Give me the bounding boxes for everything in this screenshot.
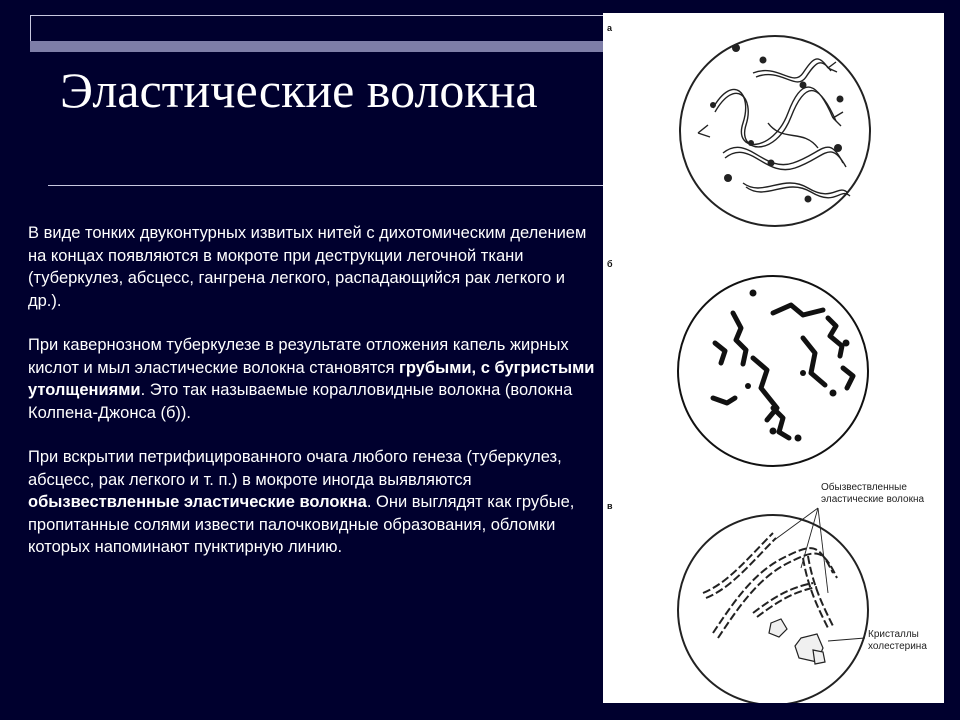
title-underline [48,185,610,186]
title-decoration-box [30,15,612,43]
paragraph-2 [28,334,598,424]
panel-c-label: в [607,501,613,511]
panel-a-field [680,36,870,226]
calcified-fibers-callout: Обызвествленные эластические волокна [821,482,925,505]
paragraph-2-text-a: При кавернозном туберкулезе в результате отложения капель жирных кислот и мыл эластические волокна становятся [28,336,569,377]
paragraph-2-text-b: . Это так называемые коралловидные волокна (волокна Колпена-Джонса (б)). [28,381,573,422]
paragraph-1 [28,222,598,312]
microscopy-figure [603,13,944,703]
paragraph-3 [28,446,598,559]
microscopy-illustration [603,13,944,703]
panel-c-field [678,508,868,703]
paragraph-1-text: В виде тонких двуконтурных извитых нитей с дихотомическим делением на концах появляются в мокроте при деструкции легочной ткани (туберкулез, абсцесс, гангрена легкого, распадающийся рак легкого и др.). [28,224,587,310]
panel-a-label: а [607,23,613,33]
slide-body [28,222,598,581]
paragraph-2-bold: грубыми, с бугристыми утолщениями [28,358,595,399]
cholesterol-crystals-callout: Кристаллы холестерина [868,629,927,652]
slide-title: Эластические волокна [60,62,538,118]
panel-b-label: б [607,259,613,269]
paragraph-3-text-b: . Они выглядят как грубые, пропитанные солями извести палочковидные образования, обломки которых напоминают пунктирную линию. [28,493,575,556]
paragraph-3-text-a: При вскрытии петрифицированного очага любого генеза (туберкулез, абсцесс, рак легкого и т. п.) в мокроте иногда выявляются [28,448,562,489]
title-decoration-bar [30,41,610,52]
panel-b-field [678,276,868,466]
paragraph-3-bold: обызвествленные эластические волокна [28,493,367,511]
